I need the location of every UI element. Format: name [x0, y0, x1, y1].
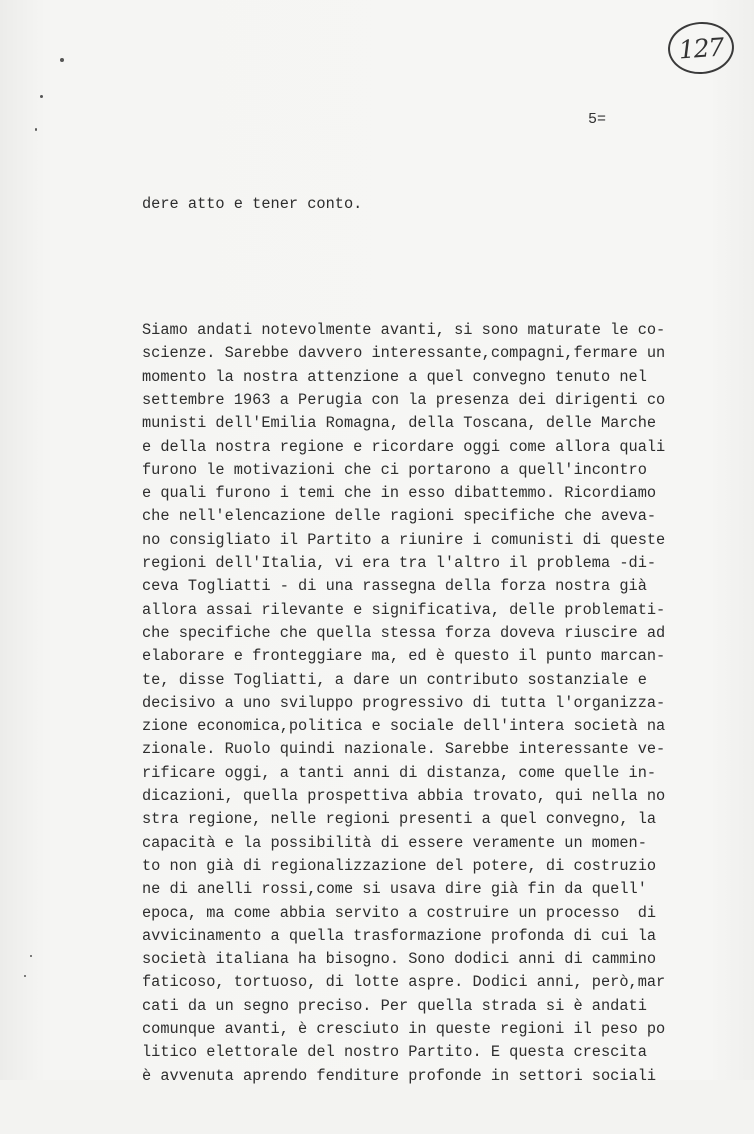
text-line: comunque avanti, è cresciuto in queste regioni il peso po — [142, 1019, 666, 1038]
text-line: zionale. Ruolo quindi nazionale. Sarebbe interessante ve- — [142, 740, 666, 759]
text-line: zione economica,politica e sociale dell'intera società na — [142, 717, 666, 736]
text-line: furono le motivazioni che ci portarono a quell'incontro — [142, 460, 647, 479]
paragraph-continuation — [142, 193, 682, 216]
page-number: 5= — [588, 111, 607, 128]
typed-text-body — [142, 146, 682, 1134]
text-line: ceva Togliatti - di una rassegna della forza nostra già — [142, 577, 647, 596]
text-line: no consigliato il Partito a riunire i comunisti di queste — [142, 530, 666, 549]
text-line: rificare oggi, a tanti anni di distanza, come quelle in- — [142, 763, 657, 782]
text-line: ne di anelli rossi,come si usava dire già fin da quell' — [142, 880, 647, 899]
text-line: capacità e la possibilità di essere veramente un momen- — [142, 833, 647, 852]
paragraph-main — [142, 319, 682, 1088]
text-line: faticoso, tortuoso, di lotte aspre. Dodici anni, però,mar — [142, 973, 666, 992]
text-line: società italiana ha bisogno. Sono dodici anni di cammino — [142, 950, 657, 969]
text-line: litico elettorale del nostro Partito. E questa crescita — [142, 1043, 647, 1062]
text-line: regioni dell'Italia, vi era tra l'altro il problema -di- — [142, 554, 657, 573]
text-line: decisivo a uno sviluppo progressivo di tutta l'organizza- — [142, 693, 666, 712]
paper-speck — [24, 975, 26, 977]
text-line: che nell'elencazione delle ragioni specifiche che aveva- — [142, 507, 657, 526]
text-line: e quali furono i temi che in esso dibattemmo. Ricordiamo — [142, 484, 657, 503]
paper-speck — [40, 95, 43, 98]
text-line: te, disse Togliatti, a dare un contributo sostanziale e — [142, 670, 647, 689]
text-line: epoca, ma come abbia servito a costruire un processo di — [142, 903, 657, 922]
page-stamp — [666, 20, 735, 76]
text-line: munisti dell'Emilia Romagna, della Toscana, delle Marche — [142, 414, 657, 433]
text-line: elaborare e fronteggiare ma, ed è questo il punto marcan- — [142, 647, 666, 666]
text-line: dere atto e tener conto. — [142, 194, 363, 213]
text-line: dicazioni, quella prospettiva abbia trovato, qui nella no — [142, 787, 666, 806]
text-line: stra regione, nelle regioni presenti a quel convegno, la — [142, 810, 657, 829]
text-line: allora assai rilevante e significativa, delle problemati- — [142, 600, 666, 619]
text-line: che specifiche che quella stessa forza doveva riuscire ad — [142, 623, 666, 642]
text-line: momento la nostra attenzione a quel convegno tenuto nel — [142, 367, 647, 386]
text-line: è avvenuta aprendo fenditure profonde in settori sociali — [142, 1066, 657, 1085]
text-line: e della nostra regione e ricordare oggi come allora quali — [142, 437, 666, 456]
text-line: to non già di regionalizzazione del potere, di costruzio — [142, 856, 657, 875]
text-line: avvicinamento a quella trasformazione profonda di cui la — [142, 926, 657, 945]
paper-speck — [60, 58, 64, 62]
paper-speck — [30, 955, 32, 957]
text-line: settembre 1963 a Perugia con la presenza dei dirigenti co — [142, 390, 666, 409]
text-line: cati da un segno preciso. Per quella strada si è andati — [142, 996, 647, 1015]
text-line: scienze. Sarebbe davvero interessante,compagni,fermare un — [142, 344, 666, 363]
text-line: Siamo andati notevolmente avanti, si sono maturate le co- — [142, 321, 666, 340]
stamp-number: 127 — [677, 31, 725, 65]
paper-speck — [35, 128, 37, 131]
